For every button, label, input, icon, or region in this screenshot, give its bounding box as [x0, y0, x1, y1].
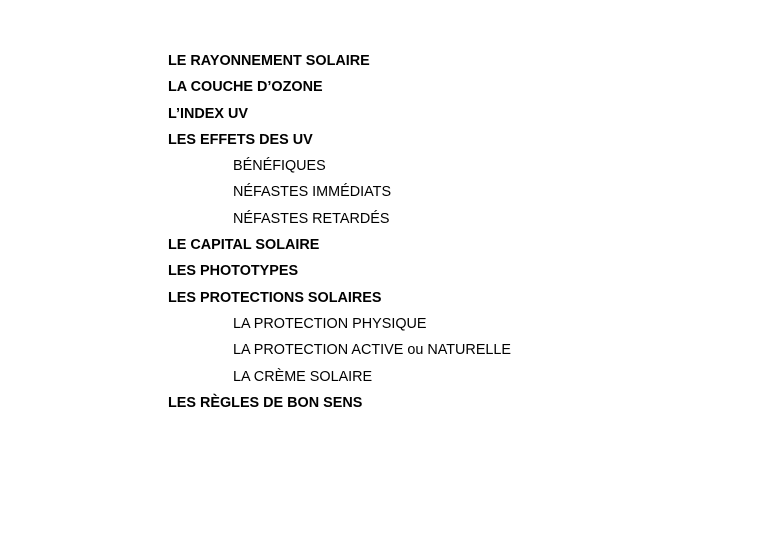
toc-item-regles-bon-sens: LES RÈGLES DE BON SENS	[168, 394, 363, 411]
toc-item-index-uv: L’INDEX UV	[168, 105, 248, 122]
toc-subitem-protection-physique: LA PROTECTION PHYSIQUE	[233, 315, 427, 332]
toc-item-protections-solaires: LES PROTECTIONS SOLAIRES	[168, 289, 382, 306]
toc-subitem-creme-solaire: LA CRÈME SOLAIRE	[233, 368, 373, 385]
toc-subitem-benefiques: BÉNÉFIQUES	[233, 158, 326, 175]
toc-item-phototypes: LES PHOTOTYPES	[168, 263, 299, 280]
toc-item-capital-solaire: LE CAPITAL SOLAIRE	[168, 237, 320, 254]
table-of-contents	[168, 52, 511, 420]
toc-subitem-protection-active: LA PROTECTION ACTIVE ou NATURELLE	[233, 342, 512, 359]
toc-item-couche-ozone: LA COUCHE D’OZONE	[168, 79, 323, 96]
toc-item-rayonnement-solaire: LE RAYONNEMENT SOLAIRE	[168, 53, 370, 69]
toc-subitem-nefastes-immediats: NÉFASTES IMMÉDIATS	[233, 184, 392, 201]
toc-item-effets-uv: LES EFFETS DES UV	[168, 131, 313, 148]
toc-subitem-nefastes-retardes: NÉFASTES RETARDÉS	[233, 210, 390, 227]
